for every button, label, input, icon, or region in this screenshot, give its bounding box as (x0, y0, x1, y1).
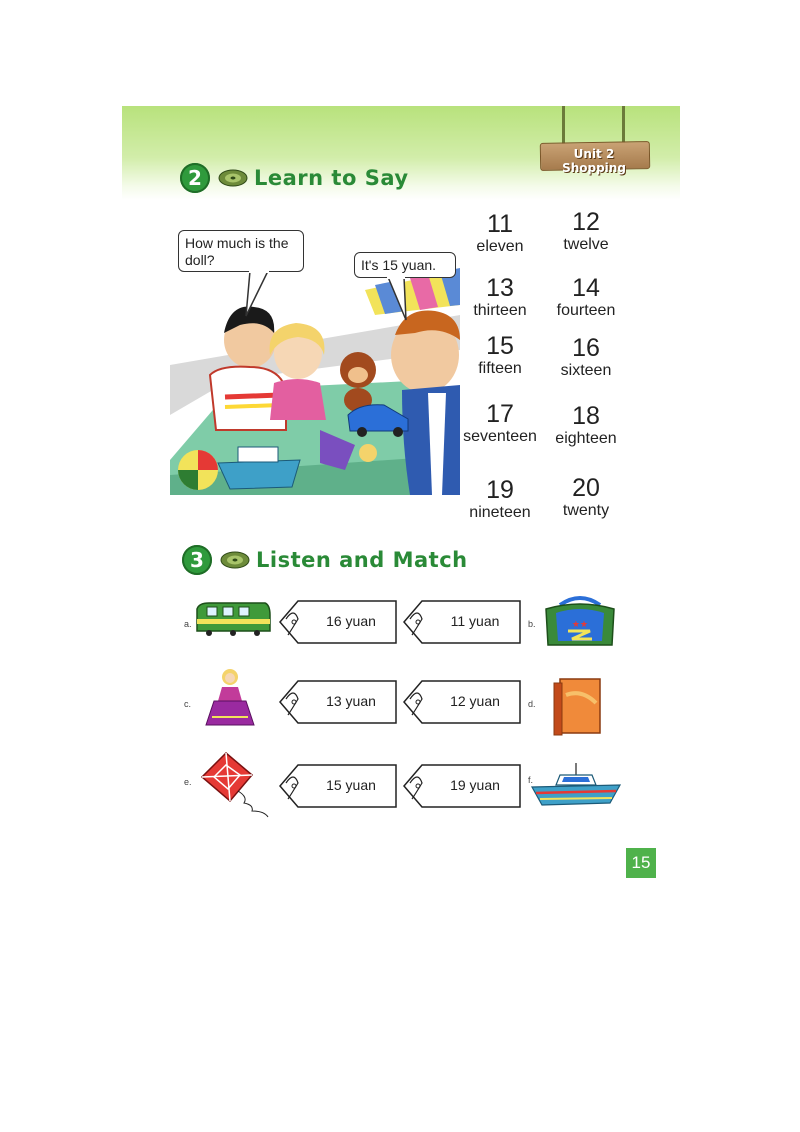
number-word: thirteen (473, 302, 527, 319)
number-word: fourteen (556, 302, 616, 319)
boat-picture[interactable] (530, 761, 622, 811)
section-number-badge: 2 (180, 163, 210, 193)
number-digits: 15 (486, 332, 514, 360)
page-number: 15 (626, 848, 656, 878)
number-entry (541, 208, 631, 254)
number-digits: 17 (486, 400, 514, 428)
number-word: seventeen (463, 428, 537, 445)
ball (178, 450, 218, 490)
section-3-heading (182, 545, 468, 575)
number-word: sixteen (560, 362, 612, 379)
number-word: twelve (563, 236, 609, 253)
item-letter: c. (184, 699, 192, 709)
price-tag[interactable] (278, 763, 398, 809)
item-letter: e. (184, 777, 192, 787)
price-tag[interactable] (402, 679, 522, 725)
book-picture[interactable] (552, 675, 604, 737)
section-2-heading (180, 163, 409, 193)
number-word: fifteen (478, 360, 522, 377)
item-letter: b. (528, 619, 536, 629)
match-row (0, 597, 800, 677)
number-digits: 18 (572, 402, 600, 430)
unit-label: Unit 2 Shopping (562, 147, 626, 175)
price-tag[interactable] (402, 763, 522, 809)
number-entry (541, 334, 631, 380)
number-entry (541, 402, 631, 448)
item-letter: a. (184, 619, 192, 629)
price-label: 11 yuan (450, 613, 500, 629)
price-label: 19 yuan (450, 777, 500, 793)
section-number-badge: 3 (182, 545, 212, 575)
bubble-tail (244, 270, 274, 318)
bag-picture[interactable] (542, 593, 618, 649)
section-title: Learn to Say (254, 166, 409, 190)
number-word: eighteen (555, 430, 617, 447)
train-picture[interactable] (195, 601, 271, 637)
sign-rope (622, 106, 625, 144)
item-letter: d. (528, 699, 536, 709)
price-tag[interactable] (402, 599, 522, 645)
toy-monkey (340, 352, 376, 412)
price-tag[interactable] (278, 679, 398, 725)
number-digits: 14 (572, 274, 600, 302)
number-entry (455, 274, 545, 320)
item-letter: f. (528, 775, 534, 785)
kite-picture[interactable] (198, 751, 278, 819)
price-label: 13 yuan (326, 693, 376, 709)
sign-rope (562, 106, 565, 144)
number-digits: 20 (572, 474, 600, 502)
number-digits: 13 (486, 274, 514, 302)
number-entry (541, 474, 631, 520)
speech-bubble-boy: How much is the doll? (178, 230, 304, 272)
number-digits: 11 (487, 210, 513, 238)
number-entry (541, 274, 631, 320)
number-digits: 16 (572, 334, 600, 362)
cd-icon (220, 551, 250, 569)
number-entry (455, 400, 545, 446)
number-word: nineteen (469, 504, 531, 521)
number-entry (455, 332, 545, 378)
speech-bubble-shopkeeper: It's 15 yuan. (354, 252, 456, 278)
price-label: 12 yuan (450, 693, 500, 709)
number-word: twenty (562, 502, 610, 519)
svg-text:★★: ★★ (571, 620, 589, 630)
price-label: 15 yuan (326, 777, 376, 793)
number-digits: 19 (486, 476, 514, 504)
price-label: 16 yuan (326, 613, 376, 629)
number-digits: 12 (572, 208, 600, 236)
match-row (0, 679, 800, 759)
match-row (0, 763, 800, 843)
price-tag[interactable] (278, 599, 398, 645)
number-entry (455, 476, 545, 522)
number-word: eleven (476, 238, 524, 255)
unit-sign (540, 136, 648, 175)
bubble-tail (384, 276, 410, 322)
doll-picture[interactable] (204, 667, 256, 727)
cd-icon (218, 169, 248, 187)
number-entry (455, 210, 545, 256)
section-title: Listen and Match (256, 548, 468, 572)
